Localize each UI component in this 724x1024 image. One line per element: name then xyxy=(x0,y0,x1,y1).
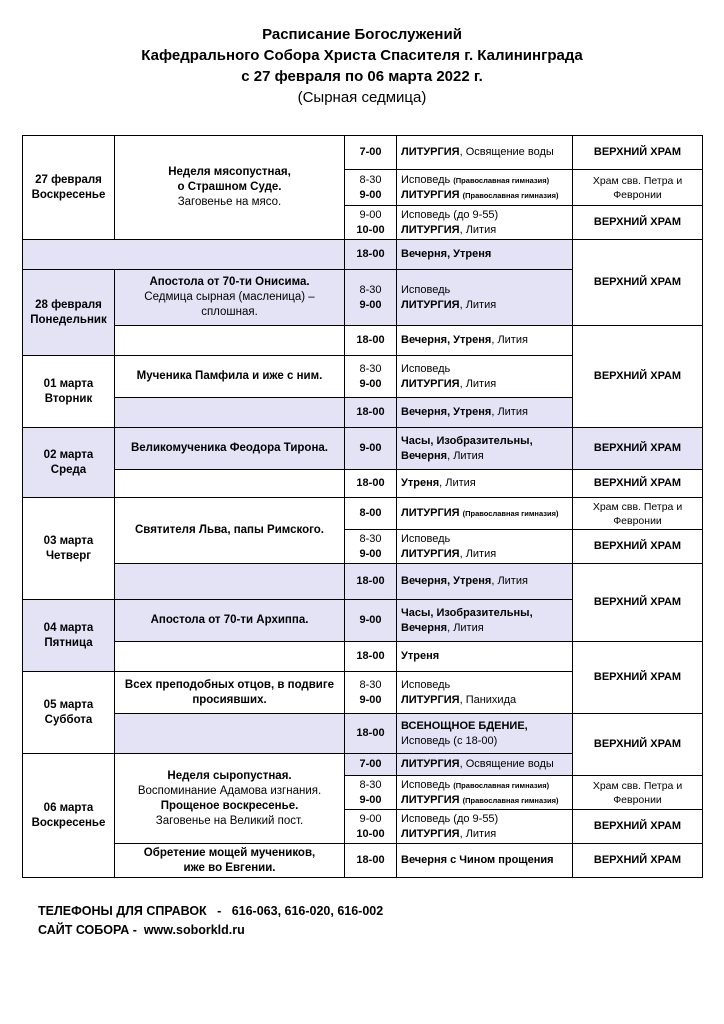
time-cell: 18-00 xyxy=(345,642,397,672)
time-cell: 8-30 9-00 xyxy=(345,776,397,810)
table-row xyxy=(23,714,703,754)
place-cell: Храм свв. Петра и Февронии xyxy=(573,776,703,810)
service-cell: Исповедь ЛИТУРГИЯ, Лития xyxy=(397,530,573,564)
time-cell: 9-00 xyxy=(345,428,397,470)
date-cell: 02 марта Среда xyxy=(23,428,115,498)
service-cell: ЛИТУРГИЯ (Православная гимназия) xyxy=(397,498,573,530)
empty-cell xyxy=(115,714,345,754)
service-cell: Часы, Изобразительны, Вечерня, Лития xyxy=(397,428,573,470)
time-cell: 18-00 xyxy=(345,564,397,600)
table-row xyxy=(23,136,703,170)
service-cell: Вечерня, Утреня, Лития xyxy=(397,564,573,600)
feast-cell: Святителя Льва, папы Римского. xyxy=(115,498,345,564)
time-cell: 9-00 10-00 xyxy=(345,206,397,240)
time-cell: 18-00 xyxy=(345,240,397,270)
date-cell: 28 февраля Понедельник xyxy=(23,270,115,356)
service-cell: ЛИТУРГИЯ, Освящение воды xyxy=(397,754,573,776)
feast-cell: Всех преподобных отцов, в подвиге просиявших. xyxy=(115,672,345,714)
empty-cell xyxy=(115,564,345,600)
service-cell: Исповедь (до 9-55) ЛИТУРГИЯ, Лития xyxy=(397,810,573,844)
table-row xyxy=(23,470,703,498)
title-line-2: Кафедрального Собора Христа Спасителя г. Калининграда xyxy=(141,47,583,64)
place-cell: ВЕРХНИЙ ХРАМ xyxy=(573,206,703,240)
table-row xyxy=(23,326,703,356)
time-cell: 18-00 xyxy=(345,844,397,878)
title-line-1: Расписание Богослужений xyxy=(262,26,462,43)
place-cell: ВЕРХНИЙ ХРАМ xyxy=(573,642,703,714)
place-cell: ВЕРХНИЙ ХРАМ xyxy=(573,564,703,642)
title-line-3: с 27 февраля по 06 марта 2022 г. xyxy=(241,68,483,85)
place-cell: ВЕРХНИЙ ХРАМ xyxy=(573,470,703,498)
feast-cell: Мученика Памфила и иже с ним. xyxy=(115,356,345,398)
place-cell: ВЕРХНИЙ ХРАМ xyxy=(573,240,703,326)
service-cell: Утреня xyxy=(397,642,573,672)
service-cell: Исповедь (до 9-55) ЛИТУРГИЯ, Лития xyxy=(397,206,573,240)
service-cell: Исповедь (Православная гимназия) ЛИТУРГИЯ (Православная гимназия) xyxy=(397,776,573,810)
service-cell: Исповедь ЛИТУРГИЯ, Лития xyxy=(397,356,573,398)
service-cell: Вечерня, Утреня, Лития xyxy=(397,326,573,356)
website-line: САЙТ СОБОРА - www.soborkld.ru xyxy=(38,923,245,937)
table-row xyxy=(23,240,703,270)
schedule-table xyxy=(22,135,703,878)
service-cell: Исповедь ЛИТУРГИЯ, Панихида xyxy=(397,672,573,714)
time-cell: 18-00 xyxy=(345,714,397,754)
empty-cell xyxy=(115,470,345,498)
place-cell: Храм свв. Петра и Февронии xyxy=(573,498,703,530)
service-cell: Исповедь ЛИТУРГИЯ, Лития xyxy=(397,270,573,326)
table-row xyxy=(23,428,703,470)
place-cell: ВЕРХНИЙ ХРАМ xyxy=(573,844,703,878)
date-cell: 06 марта Воскресенье xyxy=(23,754,115,878)
empty-cell xyxy=(115,642,345,672)
phones-line: ТЕЛЕФОНЫ ДЛЯ СПРАВОК - 616-063, 616-020, 616-002 xyxy=(38,904,384,918)
time-cell: 8-30 9-00 xyxy=(345,672,397,714)
service-cell: Вечерня с Чином прощения xyxy=(397,844,573,878)
time-cell: 8-30 9-00 xyxy=(345,530,397,564)
feast-cell: Неделя мясопустная, о Страшном Суде. Заговенье на мясо. xyxy=(115,136,345,240)
place-cell: ВЕРХНИЙ ХРАМ xyxy=(573,714,703,776)
service-cell: Исповедь (Православная гимназия) ЛИТУРГИЯ (Православная гимназия) xyxy=(397,170,573,206)
place-cell: Храм свв. Петра и Февронии xyxy=(573,170,703,206)
time-cell: 18-00 xyxy=(345,398,397,428)
table-row xyxy=(23,642,703,672)
service-cell: Часы, Изобразительны, Вечерня, Лития xyxy=(397,600,573,642)
time-cell: 18-00 xyxy=(345,326,397,356)
time-cell: 8-30 9-00 xyxy=(345,270,397,326)
feast-cell: Апостола от 70-ти Архиппа. xyxy=(115,600,345,642)
time-cell: 18-00 xyxy=(345,470,397,498)
date-cell: 03 марта Четверг xyxy=(23,498,115,600)
time-cell: 9-00 xyxy=(345,600,397,642)
place-cell: ВЕРХНИЙ ХРАМ xyxy=(573,810,703,844)
feast-cell: Неделя сыропустная. Воспоминание Адамова изгнания. Прощеное воскресенье. Заговенье на Великий пост. xyxy=(115,754,345,844)
feast-cell: Апостола от 70-ти Онисима. Седмица сырная (масленица) – сплошная. xyxy=(115,270,345,326)
feast-cell: Обретение мощей мучеников, иже во Евгении. xyxy=(115,844,345,878)
document-header xyxy=(0,24,724,108)
feast-cell: Великомученика Феодора Тирона. xyxy=(115,428,345,470)
time-cell: 8-00 xyxy=(345,498,397,530)
service-cell: Вечерня, Утреня, Лития xyxy=(397,398,573,428)
time-cell: 9-00 10-00 xyxy=(345,810,397,844)
table-row xyxy=(23,498,703,530)
empty-cell xyxy=(23,240,345,270)
date-cell: 01 марта Вторник xyxy=(23,356,115,428)
place-cell: ВЕРХНИЙ ХРАМ xyxy=(573,428,703,470)
title-line-4: (Сырная седмица) xyxy=(297,89,427,106)
date-cell: 05 марта Суббота xyxy=(23,672,115,754)
empty-cell xyxy=(115,326,345,356)
date-cell: 04 марта Пятница xyxy=(23,600,115,672)
service-cell: Вечерня, Утреня xyxy=(397,240,573,270)
document-footer xyxy=(38,902,383,940)
place-cell: ВЕРХНИЙ ХРАМ xyxy=(573,530,703,564)
time-cell: 7-00 xyxy=(345,136,397,170)
table-row xyxy=(23,844,703,878)
table-row xyxy=(23,564,703,600)
service-cell: ЛИТУРГИЯ, Освящение воды xyxy=(397,136,573,170)
time-cell: 7-00 xyxy=(345,754,397,776)
service-cell: Утреня, Лития xyxy=(397,470,573,498)
service-cell: ВСЕНОЩНОЕ БДЕНИЕ, Исповедь (с 18-00) xyxy=(397,714,573,754)
time-cell: 8-30 9-00 xyxy=(345,356,397,398)
place-cell: ВЕРХНИЙ ХРАМ xyxy=(573,136,703,170)
time-cell: 8-30 9-00 xyxy=(345,170,397,206)
empty-cell xyxy=(115,398,345,428)
date-cell: 27 февраля Воскресенье xyxy=(23,136,115,240)
place-cell: ВЕРХНИЙ ХРАМ xyxy=(573,326,703,428)
